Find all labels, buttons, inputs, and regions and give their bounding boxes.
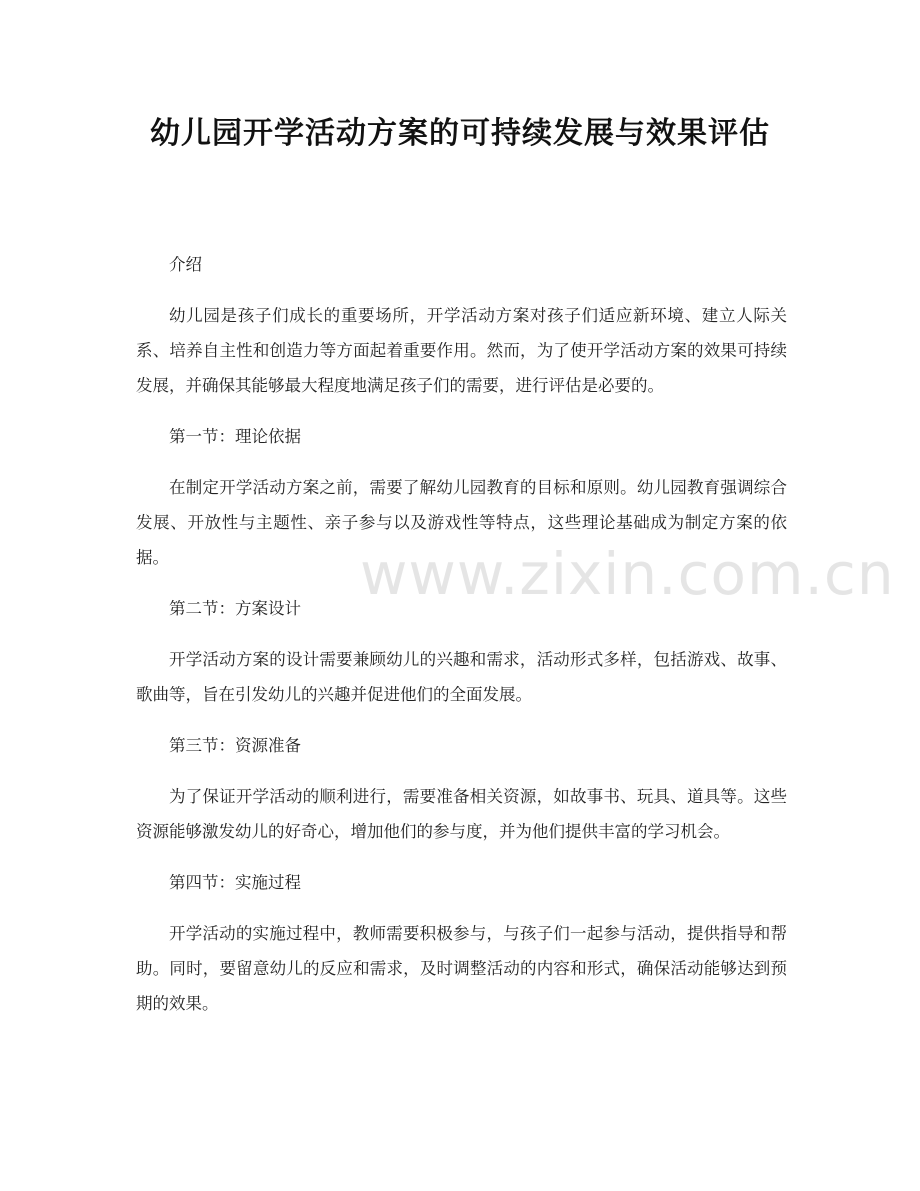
section-heading-resources: 第三节：资源准备 — [169, 736, 301, 755]
section-heading-implementation: 第四节：实施过程 — [169, 873, 301, 892]
section-body-theory: 在制定开学活动方案之前，需要了解幼儿园教育的目标和原则。幼儿园教育强调综合发展、开放性与主题性、亲子参与以及游戏性等特点，这些理论基础成为制定方案的依据。 — [136, 478, 787, 567]
document-body — [136, 247, 787, 1021]
section-body-resources: 为了保证开学活动的顺利进行，需要准备相关资源，如故事书、玩具、道具等。这些资源能够激发幼儿的好奇心，增加他们的参与度，并为他们提供丰富的学习机会。 — [136, 787, 787, 841]
section-body-intro: 幼儿园是孩子们成长的重要场所，开学活动方案对孩子们适应新环境、建立人际关系、培养自主性和创造力等方面起着重要作用。然而，为了使开学活动方案的效果可持续发展，并确保其能够最大程度地满足孩子们的需要，进行评估是必要的。 — [136, 306, 787, 395]
document-title: 幼儿园开学活动方案的可持续发展与效果评估 — [150, 116, 770, 151]
section-body-implementation: 开学活动的实施过程中，教师需要积极参与，与孩子们一起参与活动，提供指导和帮助。同时，要留意幼儿的反应和需求，及时调整活动的内容和形式，确保活动能够达到预期的效果。 — [136, 924, 787, 1013]
section-body-design: 开学活动方案的设计需要兼顾幼儿的兴趣和需求，活动形式多样，包括游戏、故事、歌曲等，旨在引发幼儿的兴趣并促进他们的全面发展。 — [136, 650, 787, 704]
section-heading-design: 第二节：方案设计 — [169, 599, 301, 618]
section-heading-theory: 第一节：理论依据 — [169, 427, 301, 446]
section-heading-intro: 介绍 — [169, 255, 202, 274]
watermark: www.zixin.com.cn — [360, 540, 895, 608]
